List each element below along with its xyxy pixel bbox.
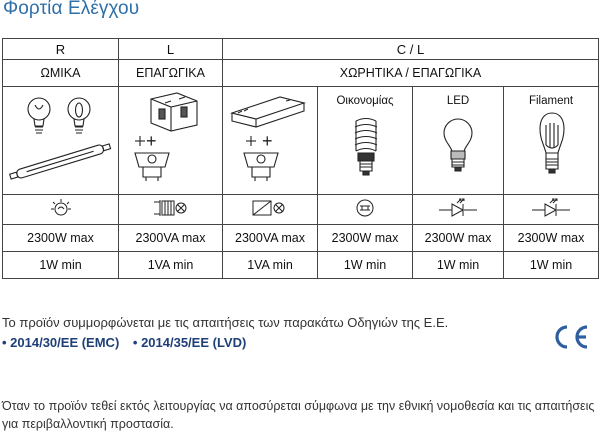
letter-cl: C / L <box>223 39 599 60</box>
directives-list <box>2 335 256 350</box>
symbol-resistive <box>3 195 119 225</box>
symbol-cfl <box>318 195 413 225</box>
inductive-transformer-symbol-icon <box>152 198 190 218</box>
cell-image-inductive <box>119 87 223 195</box>
max-led: 2300W max <box>413 225 504 252</box>
cell-image-cfl <box>318 87 413 195</box>
plus-sign-inductive: + <box>146 131 157 151</box>
led-diode-symbol-icon <box>437 198 479 218</box>
column-head-economy: Οικονομίας <box>336 95 394 107</box>
max-filament: 2300W max <box>504 225 599 252</box>
incandescent-symbol-icon <box>49 197 73 219</box>
type-capacitive-inductive: ΧΩΡΗΤΙΚΑ / ΕΠΑΓΩΓΙΚΑ <box>223 60 599 87</box>
control-loads-table <box>2 38 599 279</box>
min-cfl: 1W min <box>318 252 413 279</box>
cfl-symbol-icon <box>354 197 376 219</box>
max-electronic: 2300VA max <box>223 225 318 252</box>
type-inductive: ΕΠΑΓΩΓΙΚΑ <box>119 60 223 87</box>
symbol-electronic <box>223 195 318 225</box>
disposal-text: Όταν το προϊόν τεθεί εκτός λειτουργίας να αποσύρεται σύμφωνα με την εθνική νομοθεσία και τις απαιτήσεις για περιβαλλοντική προστασία. <box>2 399 595 431</box>
ce-mark-icon <box>550 323 590 351</box>
column-head-filament: Filament <box>528 95 574 107</box>
cell-image-filament <box>504 87 599 195</box>
max-resistive: 2300W max <box>3 225 119 252</box>
max-inductive: 2300VA max <box>119 225 223 252</box>
page-title: Φορτία Ελέγχου <box>3 0 140 19</box>
incandescent-and-halogen-bulbs-icon <box>5 89 117 193</box>
led-bulb-icon <box>438 115 478 185</box>
filament-bulb-icon <box>532 111 572 183</box>
compliance-note: Το προϊόν συμμορφώνεται με τις απαιτήσεις των παρακάτω Οδηγιών της Ε.Ε. <box>2 315 449 330</box>
plus-sign-electronic: + <box>262 131 273 151</box>
electronic-transformer-symbol-icon <box>251 198 289 218</box>
compact-fluorescent-bulb-icon <box>346 115 386 185</box>
min-resistive: 1W min <box>3 252 119 279</box>
symbol-inductive <box>119 195 223 225</box>
cell-image-resistive <box>3 87 119 195</box>
magnetic-transformer-with-gu10-icon <box>121 89 221 193</box>
max-cfl: 2300W max <box>318 225 413 252</box>
directive-emc: • 2014/30/EE (EMC) <box>2 335 120 350</box>
letter-r: R <box>3 39 119 60</box>
min-inductive: 1VA min <box>119 252 223 279</box>
min-electronic: 1VA min <box>223 252 318 279</box>
led-diode-symbol-icon <box>530 198 572 218</box>
type-resistive: ΩΜΙΚΑ <box>3 60 119 87</box>
min-filament: 1W min <box>504 252 599 279</box>
column-head-led: LED <box>446 95 470 107</box>
directive-lvd: • 2014/35/EE (LVD) <box>132 335 247 350</box>
letter-l: L <box>119 39 223 60</box>
cell-image-led <box>413 87 504 195</box>
symbol-led <box>413 195 504 225</box>
symbol-filament <box>504 195 599 225</box>
min-led: 1W min <box>413 252 504 279</box>
